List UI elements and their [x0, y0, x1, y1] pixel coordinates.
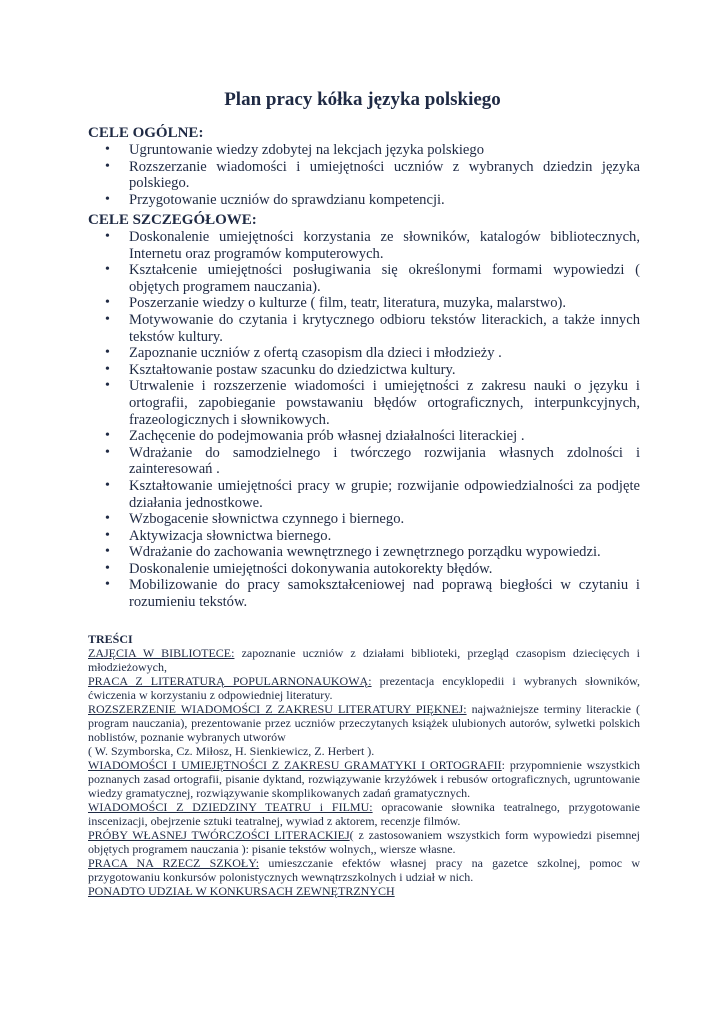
list-item: • Kształcenie umiejętności posługiwania się określonymi formami wypowiedzi ( objętych programem nauczania). [88, 262, 640, 295]
list-item: • Wdrażanie do zachowania wewnętrznego i zewnętrznego porządku wypowiedzi. [88, 544, 640, 561]
list-item: • Poszerzanie wiedzy o kulturze ( film, teatr, literatura, muzyka, malarstwo). [88, 295, 640, 312]
list-item: • Utrwalenie i rozszerzenie wiadomości i umiejętności z zakresu nauki o języku i ortografii, zapobieganie powstawaniu błędów ortograficznych, interpunkcyjnych, frazeologicznych i słownikowych. [88, 378, 640, 428]
contents-section [88, 632, 640, 898]
paragraph-text: : przypomnienie wszystkich poznanych zasad ortografii, pisanie dyktand, rozwiązywanie krzyżówek i rebusów ortograficznych, ugruntowanie wiedzy gramatycznej, rozwiązywanie skomplikowanych zadań gramatycznych. [88, 758, 641, 800]
contents-paragraph [88, 646, 640, 674]
list-item: • Motywowanie do czytania i krytycznego odbioru tekstów literackich, a także innych tekstów kultury. [88, 312, 640, 345]
paragraph-label: WIADOMOŚCI I UMIEJĘTNOŚCI Z ZAKRESU GRAMATYKI I ORTOGRAFII [88, 758, 502, 772]
contents-paragraph [88, 674, 640, 702]
list-item: • Aktywizacja słownictwa biernego. [88, 528, 640, 545]
contents-paragraph [88, 744, 640, 758]
paragraph-label: PRACA NA RZECZ SZKOŁY: [88, 856, 260, 870]
paragraph-text: prezentacja encyklopedii i wybranych słowników, ćwiczenia w korzystaniu z odpowiedniej literatury. [88, 674, 641, 702]
list-item: • Mobilizowanie do pracy samokształceniowej nad poprawą biegłości w czytaniu i rozumieniu tekstów. [88, 577, 640, 610]
list-item: • Ugruntowanie wiedzy zdobytej na lekcjach języka polskiego [88, 142, 640, 159]
paragraph-text: ( z zastosowaniem wszystkich form wypowiedzi pisemnej objętych programem nauczania ): pisanie tekstów wolnych,, wiersze własne. [88, 828, 640, 856]
paragraph-text: najważniejsze terminy literackie ( program nauczania), prezentowanie przez uczniów przeczytanych książek ulubionych autorów, sylwetki polskich noblistów, poznanie wybranych utworów [88, 702, 640, 744]
contents-paragraph [88, 758, 640, 800]
list-item: • Rozszerzanie wiadomości i umiejętności uczniów z wybranych dziedzin języka polskiego. [88, 159, 640, 192]
general-goals-section [88, 125, 640, 208]
list-item: • Doskonalenie umiejętności dokonywania autokorekty błędów. [88, 561, 640, 578]
paragraph-text: opracowanie słownika teatralnego, przygotowanie inscenizacji, obejrzenie sztuki teatralnej, wywiad z aktorem, recenzje filmów. [88, 800, 640, 828]
list-item: • Kształtowanie postaw szacunku do dziedzictwa kultury. [88, 362, 640, 379]
paragraph-label: PRACA Z LITERATURĄ POPULARNONAUKOWĄ: [88, 674, 372, 688]
list-item: • Doskonalenie umiejętności korzystania ze słowników, katalogów bibliotecznych, Internetu oraz programów komputerowych. [88, 229, 640, 262]
paragraph-label: PRÓBY WŁASNEJ TWÓRCZOŚCI LITERACKIEJ [88, 828, 350, 842]
paragraph-label: PONADTO UDZIAŁ W KONKURSACH ZEWNĘTRZNYCH [88, 884, 395, 898]
specific-goals-list [88, 229, 640, 611]
paragraph-text: zapoznanie uczniów z działami biblioteki, przegląd czasopism dziecięcych i młodzieżowych, [88, 646, 640, 674]
list-item: • Zapoznanie uczniów z ofertą czasopism dla dzieci i młodzieży . [88, 345, 640, 362]
contents-paragraph [88, 702, 640, 744]
specific-goals-section [88, 212, 640, 611]
paragraph-text: ( W. Szymborska, Cz. Miłosz, H. Sienkiewicz, Z. Herbert ). [88, 744, 375, 758]
specific-goals-heading: CELE SZCZEGÓŁOWE: [88, 212, 257, 228]
document-title: Plan pracy kółka języka polskiego [224, 89, 501, 110]
contents-heading: TREŚCI [88, 632, 133, 646]
general-goals-heading: CELE OGÓLNE: [88, 125, 204, 141]
contents-paragraph [88, 856, 640, 884]
paragraph-label: WIADOMOŚCI Z DZIEDZINY TEATRU i FILMU: [88, 800, 373, 814]
paragraph-label: ZAJĘCIA W BIBLIOTECE: [88, 646, 235, 660]
general-goals-list [88, 142, 640, 208]
contents-paragraph [88, 828, 640, 856]
list-item: • Kształtowanie umiejętności pracy w grupie; rozwijanie odpowiedzialności za podjęte działania jednostkowe. [88, 478, 640, 511]
list-item: • Zachęcenie do podejmowania prób własnej działalności literackiej . [88, 428, 640, 445]
list-item: • Wzbogacenie słownictwa czynnego i biernego. [88, 511, 640, 528]
list-item: • Wdrażanie do samodzielnego i twórczego rozwijania własnych zdolności i zainteresowań . [88, 445, 640, 478]
contents-paragraph [88, 884, 640, 898]
contents-paragraph [88, 800, 640, 828]
paragraph-text: umieszczanie efektów własnej pracy na gazetce szkolnej, pomoc w przygotowaniu konkursów polonistycznych wewnątrzszkolnych i udział w nich. [88, 856, 640, 884]
list-item: • Przygotowanie uczniów do sprawdzianu kompetencji. [88, 192, 640, 209]
paragraph-label: ROZSZERZENIE WIADOMOŚCI Z ZAKRESU LITERATURY PIĘKNEJ: [88, 702, 467, 716]
